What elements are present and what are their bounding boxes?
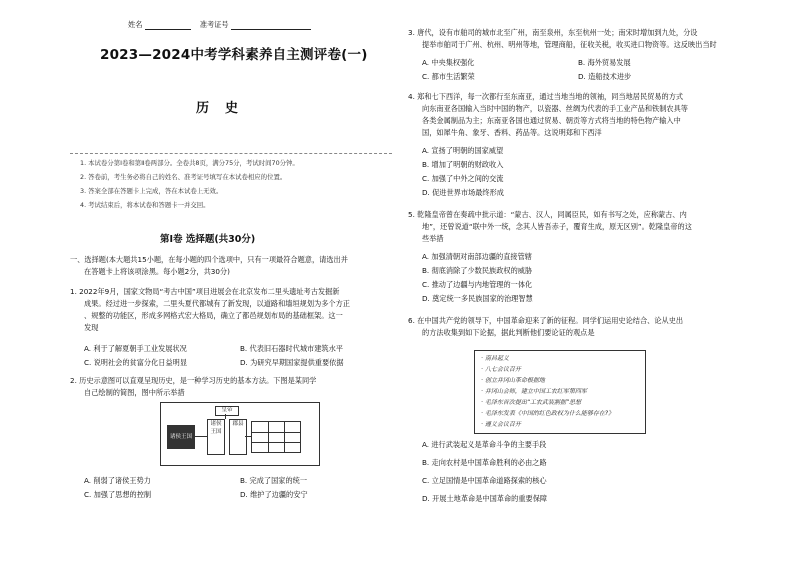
q4-line: 各类金属制品为主；东南亚各国也通过贸易、朝贡等方式将当地的特色物产输入中	[422, 116, 681, 125]
q2-option-a[interactable]: A. 削弱了诸侯王势力	[84, 476, 151, 485]
q5-option-a[interactable]: A. 加强清朝对南部边疆的直接管辖	[422, 252, 532, 261]
q1-option-b[interactable]: B. 代表旧石器时代城市建筑水平	[240, 344, 343, 353]
diagram-left-state: 诸侯王国	[167, 425, 195, 449]
section-intro-2: 在答题卡上将该项涂黑。每小题2分，共30分)	[84, 267, 230, 276]
q2-line: 2. 历史示意图可以直观呈现历史，是一种学习历史的基本方法。下图是某同学	[70, 376, 317, 385]
name-field[interactable]	[145, 22, 191, 30]
q3-line: 提举市舶司于广州、杭州、明州等地，管理商船，征收关税，收买进口物资等。这反映出当时	[422, 40, 717, 49]
q4-line: 向东南亚各国输入当时中国的物产，以瓷器、丝绸为代表的手工业产品和铁制农具等	[422, 104, 688, 113]
q1-line: 成果。经过进一步探索，二里头夏代都城有了新发现，以道路和墙垣规划为多个方正	[84, 299, 350, 308]
exam-title: 2023—2024中考学科素养自主测评卷(一)	[100, 47, 368, 63]
diagram-link	[225, 414, 226, 419]
instruction-1: 1. 本试卷分第Ⅰ卷和第Ⅱ卷两部分。全卷共8页，满分75分，考试时间70分钟。	[80, 159, 299, 167]
id-field[interactable]	[231, 22, 311, 30]
q2-option-d[interactable]: D. 维护了边疆的安宁	[240, 490, 308, 499]
diagram-link	[245, 436, 251, 437]
q1-line: 、规整的功能区，形成多网格式宏大格局，确立了都邑规划布局的基础框架。这一	[84, 311, 343, 320]
q1-line: 发现	[84, 323, 99, 332]
section-title: 第Ⅰ卷 选择题(共30分)	[160, 234, 256, 245]
evidence-item: · 井冈山会师，建立中国工农红军第四军	[481, 388, 587, 395]
subject-title: 历史	[196, 101, 255, 116]
q4-option-a[interactable]: A. 宣扬了明朝的国家威望	[422, 146, 504, 155]
evidence-item: · 毛泽东发表《中国的红色政权为什么能够存在?》	[481, 410, 614, 417]
name-line	[128, 20, 311, 30]
q1-option-a[interactable]: A. 利于了解夏朝手工业发展状况	[84, 344, 187, 353]
q2-line: 自己绘制的简图，图中所示举措	[84, 388, 185, 397]
diagram-mid-state: 诸侯王国	[207, 419, 225, 455]
instruction-2: 2. 答卷前，考生务必将自己的姓名、准考证号填写在本试卷相应的位置。	[80, 173, 287, 181]
name-label: 姓名	[128, 20, 143, 29]
q1-option-d[interactable]: D. 为研究早期国家提供重要依据	[240, 358, 344, 367]
diagram-county: 郡县	[229, 419, 247, 455]
q6-option-d[interactable]: D. 开展土地革命是中国革命的重要保障	[422, 494, 548, 503]
evidence-item: · 八七会议召开	[481, 366, 521, 373]
q6-line: 6. 在中国共产党的领导下，中国革命迎来了新的征程。同学们运用史论结合、论从史出	[408, 316, 684, 325]
section-intro-1: 一、选择题(本大题共15小题，在每小题的四个选项中，只有一项最符合题意，请选出并	[70, 255, 348, 264]
evidence-item: · 创立井冈山革命根据地	[481, 377, 545, 384]
instruction-4: 4. 考试结束后，将本试卷和答题卡一并交回。	[80, 201, 210, 209]
q6-option-b[interactable]: B. 走向农村是中国革命胜利的必由之路	[422, 458, 547, 467]
q4-option-d[interactable]: D. 促进世界市场最终形成	[422, 188, 504, 197]
diagram-link	[193, 436, 207, 437]
q5-option-b[interactable]: B. 彻底消除了少数民族政权的威胁	[422, 266, 533, 275]
evidence-item: · 遵义会议召开	[481, 421, 521, 428]
q3-option-b[interactable]: B. 海外贸易发展	[578, 58, 631, 67]
q2-option-b[interactable]: B. 完成了国家的统一	[240, 476, 308, 485]
q3-option-c[interactable]: C. 都市生活繁荣	[422, 72, 475, 81]
q6-option-a[interactable]: A. 进行武装起义是革命斗争的主要手段	[422, 440, 547, 449]
q4-option-c[interactable]: C. 加强了中外之间的交流	[422, 174, 504, 183]
q4-line: 国，如犀牛角、象牙、香料、药品等。这说明郑和下西洋	[422, 128, 602, 137]
q5-option-c[interactable]: C. 推动了边疆与内地管理的一体化	[422, 280, 533, 289]
q3-line: 3. 唐代，设有市舶司的城市北至广州，南至泉州，东至杭州一处；南宋时增加到九处，分设	[408, 28, 698, 37]
q3-option-a[interactable]: A. 中央集权强化	[422, 58, 475, 67]
q5-line: 5. 乾隆皇帝曾在奏疏中批示道：“蒙古、汉人，同属臣民，如有书写之处，应称蒙古、内	[408, 210, 687, 219]
evidence-item: · 毛泽东首次提出“工农武装割据”思想	[481, 399, 582, 406]
q1-option-c[interactable]: C. 说明社会的贫富分化日益明显	[84, 358, 188, 367]
q2-diagram	[160, 402, 320, 466]
q5-line: 些举措	[422, 234, 444, 243]
q6-line: 的方法收集到如下论据，据此判断他们要论证的观点是	[422, 328, 595, 337]
instruction-3: 3. 答案全部在答题卡上完成，答在本试卷上无效。	[80, 187, 223, 195]
q6-option-c[interactable]: C. 立足国情是中国革命道路探索的核心	[422, 476, 547, 485]
q3-option-d[interactable]: D. 造船技术进步	[578, 72, 632, 81]
q5-line: 地”，还曾说道“联中外一统，念其人皆吾赤子，覆育生成，原无区别”。乾隆皇帝的这	[422, 222, 692, 231]
q4-line: 4. 郑和七下西洋，每一次都行至东南亚，通过当地当地的领袖，同当地居民贸易的方式	[408, 92, 684, 101]
q5-option-d[interactable]: D. 奠定统一多民族国家的治理智慧	[422, 294, 533, 303]
q2-option-c[interactable]: C. 加强了思想的控制	[84, 490, 152, 499]
q6-evidence-card	[474, 350, 646, 434]
q4-option-b[interactable]: B. 增加了明朝的财政收入	[422, 160, 504, 169]
evidence-item: · 南昌起义	[481, 355, 509, 362]
q1-line: 1. 2022年9月，国家文物局“考古中国”项目进展会在北京发布二里头遗址考古发掘新	[70, 287, 340, 296]
diagram-grid	[251, 421, 301, 453]
diagram-emperor: 皇帝	[215, 406, 239, 416]
id-label: 准考证号	[199, 20, 229, 29]
divider	[70, 153, 392, 154]
